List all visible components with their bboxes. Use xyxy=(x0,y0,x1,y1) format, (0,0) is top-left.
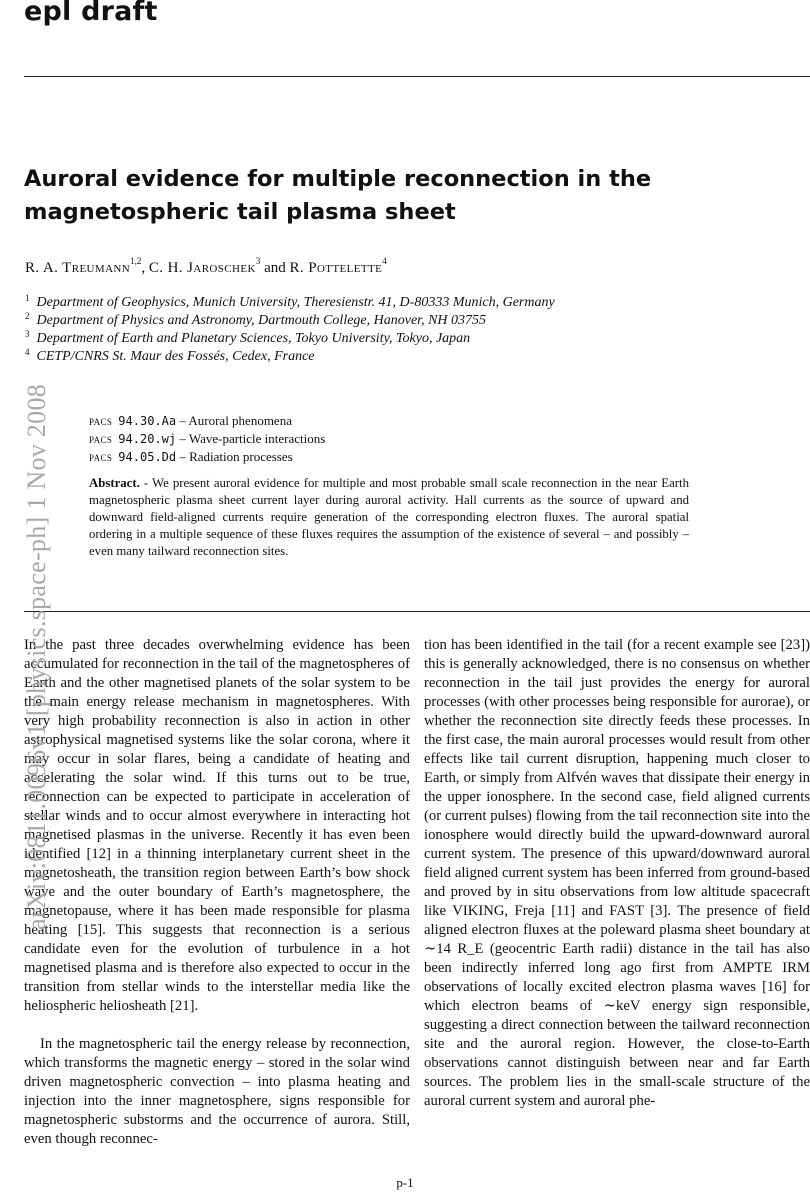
author-affil-mark: 3 xyxy=(255,256,261,266)
affiliation-number: 2 xyxy=(25,311,30,321)
author-name: R. Pottelette xyxy=(289,260,383,276)
body-paragraph: In the past three decades overwhelming evidence has been accumulated for reconnection in the tail of the magnetospheres of Earth and the other magnetised planets of the solar system to be the main energy release mechanism in magnetospheres. With very high probability reconnection is also in action in other astrophysical magnetised systems like the solar corona, where it may occur in solar flares, being a candidate of heating and accelerating the solar wind. If this turns out to be true, reconnection can be expected to participate in acceleration of stellar winds and to occur almost everywhere in interacting hot magnetised plasmas in the universe. Recently it has even been identified [12] in a thinning interplanetary current sheet in the magnetosheath, the transition region between Earth’s bow shock wave and the outer boundary of Earth’s magnetosphere, the magnetopause, where it has been made responsible for plasma heating [15]. This suggests that reconnection is a serious candidate even for the evolution of turbulence in a hot magnetised plasma and is therefore also expected to occur in the transition from stellar winds to the interstellar media like the heliospheric heliosheath [21]. xyxy=(24,637,410,1014)
abstract-text: - We present auroral evidence for multiple and most probable small scale reconnection in the near Earth magnetospheric plasma sheet current layer during auroral activity. Hall currents as the source of upward and downward field-aligned currents require generation of the corresponding electron fluxes. The auroral spatial ordering in a multiple sequence of these fluxes requires the assumption of the existence of several – and possibly – even many tailward reconnection sites. xyxy=(89,476,689,558)
affiliation-list xyxy=(25,294,555,366)
pacs-entry xyxy=(89,448,325,466)
author-affil-mark: 4 xyxy=(382,256,387,266)
affiliation-text: Department of Geophysics, Munich University, Theresienstr. 41, D-80333 Munich, Germany xyxy=(36,295,555,310)
affiliation-number: 3 xyxy=(25,329,30,339)
pacs-code: 94.05.Dd xyxy=(118,450,177,464)
pacs-label: pacs xyxy=(89,431,113,446)
author-affil-mark: 1,2 xyxy=(130,256,142,266)
affiliation-text: Department of Earth and Planetary Sciences, Tokyo University, Tokyo, Japan xyxy=(36,331,471,346)
abstract-label: Abstract. xyxy=(89,476,140,490)
pacs-description: – Wave-particle interactions xyxy=(176,431,326,446)
pacs-list xyxy=(89,412,325,466)
section-rule xyxy=(24,611,810,612)
author-separator: , xyxy=(141,260,149,276)
pacs-code: 94.20.wj xyxy=(118,432,177,446)
page-number: p-1 xyxy=(396,1175,414,1190)
affiliation xyxy=(25,294,555,312)
affiliation xyxy=(25,312,555,330)
arxiv-identifier-stamp: arXiv:0811.0096v1 [physics.space-ph] 1 Nov 2008 xyxy=(22,383,51,930)
pacs-code: 94.30.Aa xyxy=(118,414,177,428)
author-name: R. A. Treumann xyxy=(25,260,131,276)
author-line xyxy=(25,256,387,277)
pacs-label: pacs xyxy=(89,449,113,464)
affiliation-number: 4 xyxy=(25,347,30,357)
pacs-entry xyxy=(89,430,325,448)
body-paragraph: tion has been identified in the tail (for a recent example see [23]) this is generally acknowledged, there is no consensus on whether reconnection in the tail just provides the energy for auroral processes (with other processes being responsible for aurorae), or whether the reconnection site directly feeds these processes. In the first case, the main auroral processes would result from other effects like tail current disruption, happening much closer to Earth, or simply from Alfvén waves that dissipate their energy in the upper ionosphere. In the second case, field aligned currents (or current pulses) flowing from the tail reconnection site into the ionosphere would directly build the upward-downward auroral current system. The presence of this upward/downward auroral field aligned current system has been inferred from ground-based and proved by in situ observations from low altitude spacecraft like VIKING, Freja [11] and FAST [3]. The presence of field aligned electron fluxes at the poleward plasma sheet boundary at ∼14 R_E (geocentric Earth radii) distance in the tail has also been indirectly inferred long ago first from AMPTE IRM observations of locally excited electron plasma waves [16] for which electron beams of ∼keV energy sign responsible, suggesting a direct connection between the tailward reconnection site and the auroral region. However, the close-to-Earth observations cannot distinguish between near and far Earth sources. The problem lies in the small-scale structure of the auroral current system and auroral phe- xyxy=(424,637,810,1109)
journal-label: epl draft xyxy=(24,0,158,27)
body-paragraph: In the magnetospheric tail the energy release by reconnection, which transforms the magnetic energy – stored in the solar wind driven magnetospheric convection – into plasma heating and injection into the inner magnetosphere, signs responsible for magnetospheric substorms and the occurrence of aurora. Still, even though reconnec- xyxy=(24,1036,410,1147)
abstract xyxy=(89,475,689,560)
paper-title: Auroral evidence for multiple reconnection in the magnetospheric tail plasma sheet xyxy=(24,166,652,225)
affiliation-number: 1 xyxy=(25,293,30,303)
affiliation-text: CETP/CNRS St. Maur des Fossés, Cedex, France xyxy=(36,349,315,364)
body-column-right xyxy=(424,636,810,1111)
pacs-description: – Radiation processes xyxy=(176,449,293,464)
pacs-label: pacs xyxy=(89,413,113,428)
header-rule xyxy=(24,76,810,77)
author-separator: and xyxy=(260,260,290,276)
affiliation xyxy=(25,330,555,348)
body-column-left xyxy=(24,636,410,1149)
author-name: C. H. Jaroschek xyxy=(148,260,256,276)
affiliation-text: Department of Physics and Astronomy, Dartmouth College, Hanover, NH 03755 xyxy=(36,313,487,328)
pacs-description: – Auroral phenomena xyxy=(176,413,292,428)
affiliation xyxy=(25,348,555,366)
pacs-entry xyxy=(89,412,325,430)
